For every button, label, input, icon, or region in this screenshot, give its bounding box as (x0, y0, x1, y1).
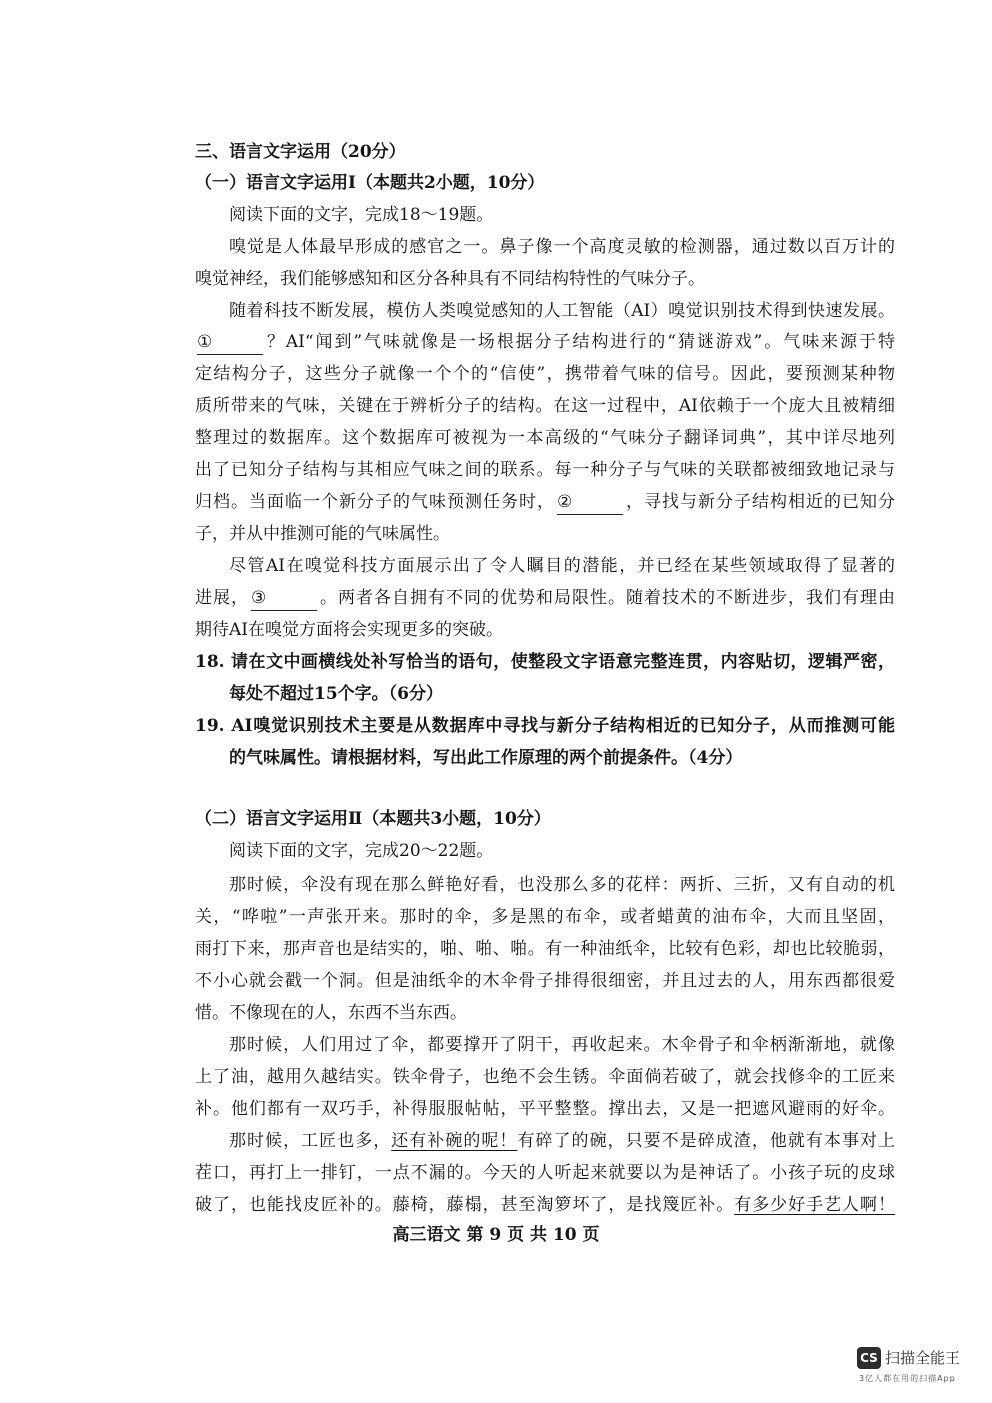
p2-line-8: 子，并从中推测可能的气味属性。 (195, 524, 450, 544)
p3-line-1: 尽管AI在嗅觉科技方面展示出了令人瞩目的潜能，并已经在某些领域取得了显著的 (229, 556, 895, 576)
blank-3: ③ (251, 586, 317, 611)
p6-line-1a: 那时候，工匠也多， (229, 1131, 392, 1151)
p1-line-2: 嗅觉神经，我们能够感知和区分各种具有不同结构特性的气味分子。 (195, 269, 705, 289)
p6-line-3 (195, 1189, 895, 1221)
blank-1: ① (197, 330, 263, 355)
p3-line-2b: 。两者各自拥有不同的优势和局限性。随着技术的不断进步，我们有理由 (319, 588, 895, 608)
question-18-line-2: 每处不超过15个字。（6分） (229, 684, 443, 704)
p5-line-2: 上了油，越用久越结实。铁伞骨子，也绝不会生锈。伞面倘若破了，就会找修伞的工匠来 (195, 1067, 895, 1087)
scanner-app-name: 扫描全能王 (885, 1349, 961, 1367)
p2-line-4: 质所带来的气味，关键在于辨析分子的结构。在这一过程中，AI依赖于一个庞大且被精细 (195, 396, 895, 416)
part1-instruction: 阅读下面的文字，完成18～19题。 (229, 205, 494, 225)
p4-line-4: 不小心就会戳一个洞。但是油纸伞的木伞骨子排得很细密，并且过去的人，用东西都很爱 (195, 971, 895, 991)
p2-line-7 (195, 486, 895, 518)
p5-line-1: 那时候，人们用过了伞，都要撑开了阴干，再收起来。木伞骨子和伞柄渐渐地，就像 (229, 1035, 895, 1055)
p3-line-3: 期待AI在嗅觉方面将会实现更多的突破。 (195, 620, 503, 640)
question-19-line-1: 19. AI嗅觉识别技术主要是从数据库中寻找与新分子结构相近的已知分子，从而推测可能 (195, 716, 895, 736)
p6-line-2: 茬口，再打上一排钉，一点不漏的。今天的人听起来就要以为是神话了。小孩子玩的皮球 (195, 1163, 895, 1183)
cs-logo-icon: CS (857, 1347, 881, 1369)
p6-line-1 (229, 1125, 895, 1157)
part1-heading: （一）语言文字运用Ⅰ（本题共2小题，10分） (195, 173, 545, 193)
blank-2: ② (557, 490, 623, 515)
p2-line-2 (195, 326, 895, 358)
p4-line-3: 雨打下来，那声音也是结实的，啪、啪、啪。有一种油纸伞，比较有色彩，却也比较脆弱， (195, 939, 895, 959)
part2-instruction: 阅读下面的文字，完成20～22题。 (229, 841, 494, 861)
p2-line-5: 整理过的数据库。这个数据库可被视为一本高级的“气味分子翻译词典”，其中详尽地列 (195, 428, 895, 448)
p4-line-2: 关，“哗啦”一声张开来。那时的伞，多是黑的布伞，或者蜡黄的油布伞，大而且坚固， (195, 907, 895, 927)
question-18-line-1: 18. 请在文中画横线处补写恰当的语句，使整段文字语意完整连贯，内容贴切，逻辑严密， (195, 652, 895, 672)
question-19-line-2: 的气味属性。请根据材料，写出此工作原理的两个前提条件。（4分） (229, 748, 743, 768)
underlined-sentence-2: 有多少好手艺人啊！ (734, 1195, 895, 1215)
part2-heading: （二）语言文字运用Ⅱ（本题共3小题，10分） (195, 809, 551, 829)
p2-line-7b: ，寻找与新分子结构相近的已知分 (625, 492, 895, 512)
p1-line-1: 嗅觉是人体最早形成的感官之一。鼻子像一个高度灵敏的检测器，通过数以百万计的 (229, 237, 895, 257)
p2-line-3: 定结构分子，这些分子就像一个个的“信使”，携带着气味的信号。因此，要预测某种物 (195, 364, 895, 384)
scanner-app-tagline: 3亿人都在用的扫描App (859, 1374, 956, 1383)
p4-line-5: 惜。不像现在的人，东西不当东西。 (195, 1003, 467, 1023)
p2-line-1: 随着科技不断发展，模仿人类嗅觉感知的人工智能（AI）嗅觉识别技术得到快速发展。 (229, 301, 895, 321)
p3-line-2 (195, 582, 895, 614)
page-footer: 高三语文 第 9 页 共 10 页 (392, 1225, 600, 1245)
p6-line-1b: 有碎了的碗，只要不是碎成渣，他就有本事对上 (517, 1131, 895, 1151)
p6-line-3a: 破了，也能找皮匠补的。藤椅，藤榻，甚至淘箩坏了，是找篾匠补。 (195, 1195, 735, 1215)
scanner-watermark (857, 1345, 977, 1395)
p4-line-1: 那时候，伞没有现在那么鲜艳好看，也没那么多的花样：两折、三折，又有自动的机 (229, 875, 895, 895)
p5-line-3: 补。他们都有一双巧手，补得服服帖帖，平平整整。撑出去，又是一把遮风避雨的好伞。 (195, 1099, 895, 1119)
p2-line-7a: 归档。当面临一个新分子的气味预测任务时， (195, 492, 555, 512)
section-title: 三、语言文字运用（20分） (195, 142, 406, 162)
p2-line-6: 出了已知分子结构与其相应气味之间的联系。每一种分子与气味的关联都被细致地记录与 (195, 460, 895, 480)
underlined-sentence-1: 还有补碗的呢！ (391, 1131, 518, 1151)
p2-line-2-text: ？AI“闻到”气味就像是一场根据分子结构进行的“猜谜游戏”。气味来源于特 (265, 332, 895, 352)
p3-line-2a: 进展， (195, 588, 249, 608)
